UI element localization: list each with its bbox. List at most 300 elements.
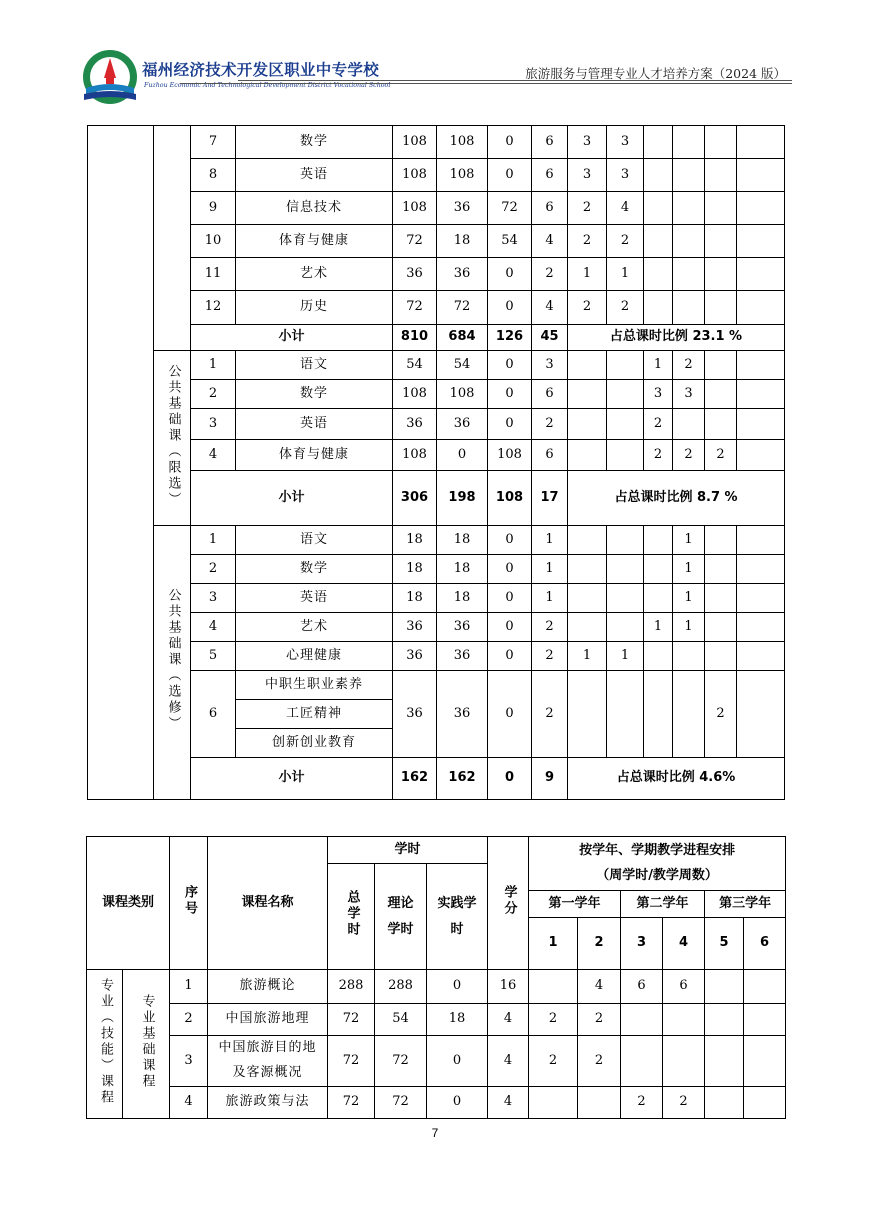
credit: 6 [532, 159, 568, 192]
semester-5-hours [705, 351, 737, 380]
semester-6-hours [737, 671, 785, 758]
semester-5-hours [705, 380, 737, 409]
total-hours: 288 [328, 970, 375, 1004]
course-no: 12 [191, 291, 236, 325]
credit: 1 [532, 555, 568, 584]
header-year2: 第二学年 [621, 891, 705, 918]
table-row [88, 225, 785, 258]
semester-5-hours: 2 [705, 671, 737, 758]
theory-hours: 72 [375, 1087, 427, 1119]
header-course-name: 课程名称 [208, 837, 328, 970]
credit: 4 [488, 1087, 529, 1119]
subtotal-theory: 684 [437, 325, 488, 351]
semester-5-hours [705, 409, 737, 440]
semester-2-hours [607, 380, 644, 409]
course-name: 英语 [236, 584, 393, 613]
semester-6-hours [744, 970, 786, 1004]
theory-hours: 18 [437, 555, 488, 584]
practice-hours: 0 [488, 291, 532, 325]
semester-2-header: 2 [578, 918, 621, 970]
practice-hours: 0 [488, 526, 532, 555]
course-name: 数学 [236, 555, 393, 584]
subtotal-row [88, 758, 785, 800]
semester-5-header: 5 [705, 918, 744, 970]
theory-hours: 108 [437, 126, 488, 159]
theory-hours: 18 [437, 584, 488, 613]
subtotal-ratio: 占总课时比例 23.1 % [568, 325, 785, 351]
subtotal-practice: 126 [488, 325, 532, 351]
table-row [87, 1004, 786, 1036]
total-hours: 36 [393, 258, 437, 291]
subtotal-theory: 162 [437, 758, 488, 800]
course-name: 艺术 [236, 613, 393, 642]
semester-1-hours: 2 [568, 192, 607, 225]
course-no: 3 [191, 409, 236, 440]
subtotal-ratio: 占总课时比例 4.6% [568, 758, 785, 800]
course-name: 英语 [236, 159, 393, 192]
total-hours: 18 [393, 526, 437, 555]
total-hours: 108 [393, 159, 437, 192]
theory-hours: 108 [437, 159, 488, 192]
practice-hours: 54 [488, 225, 532, 258]
subcategory-cell [154, 126, 191, 351]
semester-2-hours: 4 [607, 192, 644, 225]
header-credit: 学分 [501, 884, 517, 917]
semester-4-hours: 3 [673, 380, 705, 409]
semester-2-hours: 3 [607, 159, 644, 192]
practice-hours: 0 [427, 1087, 488, 1119]
table-row [88, 291, 785, 325]
semester-5-hours [705, 1036, 744, 1087]
total-hours: 108 [393, 380, 437, 409]
table-row [88, 159, 785, 192]
total-hours: 108 [393, 126, 437, 159]
semester-4-hours [663, 1004, 705, 1036]
practice-hours: 0 [488, 555, 532, 584]
semester-1-header: 1 [529, 918, 578, 970]
course-name: 艺术 [236, 258, 393, 291]
semester-1-hours [568, 380, 607, 409]
semester-3-hours: 1 [644, 613, 673, 642]
school-logo-icon [80, 48, 140, 106]
theory-hours: 36 [437, 613, 488, 642]
subtotal-total: 306 [393, 471, 437, 526]
semester-5-hours [705, 258, 737, 291]
semester-4-hours: 6 [663, 970, 705, 1004]
semester-4-hours: 1 [673, 584, 705, 613]
semester-6-hours [737, 380, 785, 409]
credit: 4 [488, 1036, 529, 1087]
theory-hours: 288 [375, 970, 427, 1004]
semester-1-hours [568, 613, 607, 642]
semester-2-hours [578, 1087, 621, 1119]
semester-2-hours [607, 440, 644, 471]
semester-3-hours: 2 [644, 409, 673, 440]
semester-6-hours [744, 1004, 786, 1036]
total-hours: 72 [328, 1087, 375, 1119]
subtotal-practice: 108 [488, 471, 532, 526]
total-hours: 36 [393, 642, 437, 671]
header-year1: 第一学年 [529, 891, 621, 918]
course-name: 语文 [236, 526, 393, 555]
subtotal-credit: 45 [532, 325, 568, 351]
course-name: 数学 [236, 380, 393, 409]
semester-5-hours [705, 1004, 744, 1036]
semester-1-hours [568, 440, 607, 471]
subtotal-label: 小计 [191, 325, 393, 351]
table-row [88, 258, 785, 291]
table-row [88, 526, 785, 555]
total-hours: 72 [393, 225, 437, 258]
semester-2-hours [607, 555, 644, 584]
semester-3-hours [644, 126, 673, 159]
total-hours: 72 [328, 1004, 375, 1036]
semester-6-header: 6 [744, 918, 786, 970]
credit: 2 [532, 671, 568, 758]
course-no: 8 [191, 159, 236, 192]
theory-hours: 36 [437, 409, 488, 440]
group-label-elective-optional: 公共基础课（选修） [165, 588, 181, 733]
semester-5-hours [705, 192, 737, 225]
group-label-elective-limited: 公共基础课（限选） [165, 363, 181, 508]
table-row [88, 613, 785, 642]
subtotal-credit: 9 [532, 758, 568, 800]
semester-6-hours [737, 409, 785, 440]
subtotal-label: 小计 [191, 471, 393, 526]
semester-4-hours [673, 258, 705, 291]
semester-1-hours: 3 [568, 159, 607, 192]
course-name: 中职生职业素养 [236, 671, 393, 700]
subtotal-row [88, 471, 785, 526]
practice-hours: 0 [488, 351, 532, 380]
semester-3-hours [644, 671, 673, 758]
course-no: 3 [191, 584, 236, 613]
course-no: 6 [191, 671, 236, 758]
table-row [88, 380, 785, 409]
semester-3-hours [644, 258, 673, 291]
semester-6-hours [737, 159, 785, 192]
course-name: 体育与健康 [236, 225, 393, 258]
semester-1-hours: 1 [568, 642, 607, 671]
theory-hours: 18 [437, 526, 488, 555]
course-no: 5 [191, 642, 236, 671]
practice-hours: 108 [488, 440, 532, 471]
course-name: 中国旅游地理 [208, 1004, 328, 1036]
theory-hours: 54 [375, 1004, 427, 1036]
course-name: 工匠精神 [236, 700, 393, 729]
course-name: 信息技术 [236, 192, 393, 225]
semester-2-hours [607, 671, 644, 758]
subtotal-theory: 198 [437, 471, 488, 526]
credit: 2 [532, 613, 568, 642]
semester-4-hours: 1 [673, 526, 705, 555]
semester-1-hours [568, 671, 607, 758]
semester-3-hours [621, 1036, 663, 1087]
practice-hours: 0 [488, 380, 532, 409]
category-cell [88, 126, 154, 800]
semester-3-hours [644, 291, 673, 325]
credit: 6 [532, 380, 568, 409]
semester-6-hours [737, 225, 785, 258]
semester-5-hours [705, 584, 737, 613]
semester-3-hours [644, 192, 673, 225]
total-hours: 108 [393, 440, 437, 471]
total-hours: 72 [393, 291, 437, 325]
category-professional-basic: 专业基础课程 [139, 993, 155, 1090]
table-row [88, 555, 785, 584]
theory-hours: 36 [437, 642, 488, 671]
table-row [87, 1036, 786, 1087]
semester-2-hours: 2 [578, 1036, 621, 1087]
semester-4-hours: 1 [673, 555, 705, 584]
total-hours: 54 [393, 351, 437, 380]
semester-4-hours [673, 409, 705, 440]
practice-hours: 0 [488, 126, 532, 159]
table-row [88, 192, 785, 225]
table-row [88, 126, 785, 159]
header-practice-hours: 实践学时 [427, 864, 488, 970]
page-number: 7 [431, 1126, 439, 1140]
theory-hours: 36 [437, 671, 488, 758]
table-row [88, 351, 785, 380]
course-table-professional [86, 836, 786, 1119]
semester-1-hours [568, 526, 607, 555]
semester-4-hours [673, 291, 705, 325]
semester-4-hours [673, 671, 705, 758]
course-no: 2 [191, 380, 236, 409]
subtotal-label: 小计 [191, 758, 393, 800]
semester-2-hours [607, 526, 644, 555]
semester-6-hours [737, 613, 785, 642]
course-no: 2 [170, 1004, 208, 1036]
semester-1-hours [529, 1087, 578, 1119]
course-no: 1 [191, 351, 236, 380]
semester-5-hours [705, 225, 737, 258]
course-no: 1 [170, 970, 208, 1004]
table-row [88, 584, 785, 613]
semester-3-hours: 3 [644, 380, 673, 409]
course-name: 中国旅游目的地及客源概况 [208, 1036, 328, 1087]
credit: 1 [532, 526, 568, 555]
practice-hours: 0 [488, 671, 532, 758]
semester-3-hours: 6 [621, 970, 663, 1004]
table-row [87, 970, 786, 1004]
practice-hours: 18 [427, 1004, 488, 1036]
semester-6-hours [737, 351, 785, 380]
semester-3-hours: 1 [644, 351, 673, 380]
practice-hours: 0 [488, 159, 532, 192]
school-name-en: Fuzhou Economic And Technological Development District Vocational School [144, 82, 391, 89]
course-no: 4 [191, 613, 236, 642]
total-hours: 36 [393, 409, 437, 440]
semester-1-hours [568, 555, 607, 584]
subtotal-row [88, 325, 785, 351]
course-no: 10 [191, 225, 236, 258]
course-no: 11 [191, 258, 236, 291]
practice-hours: 0 [488, 409, 532, 440]
semester-6-hours [737, 642, 785, 671]
semester-2-hours: 1 [607, 642, 644, 671]
subtotal-credit: 17 [532, 471, 568, 526]
semester-4-hours: 2 [673, 351, 705, 380]
total-hours: 72 [328, 1036, 375, 1087]
table-row [88, 409, 785, 440]
total-hours: 36 [393, 613, 437, 642]
semester-4-hours [673, 642, 705, 671]
header-category: 课程类别 [87, 837, 170, 970]
semester-6-hours [737, 126, 785, 159]
semester-2-hours [607, 584, 644, 613]
credit: 2 [532, 642, 568, 671]
semester-5-hours [705, 291, 737, 325]
table-row [88, 440, 785, 471]
semester-6-hours [737, 258, 785, 291]
table-row [87, 1087, 786, 1119]
practice-hours: 72 [488, 192, 532, 225]
credit: 4 [532, 291, 568, 325]
subtotal-practice: 0 [488, 758, 532, 800]
header-no: 序号 [181, 884, 197, 917]
semester-1-hours: 3 [568, 126, 607, 159]
semester-1-hours: 2 [529, 1036, 578, 1087]
course-name: 语文 [236, 351, 393, 380]
semester-5-hours [705, 555, 737, 584]
semester-4-hours [673, 159, 705, 192]
semester-1-hours [529, 970, 578, 1004]
semester-3-hours [644, 159, 673, 192]
semester-5-hours [705, 970, 744, 1004]
semester-3-hours [644, 642, 673, 671]
course-no: 7 [191, 126, 236, 159]
practice-hours: 0 [488, 584, 532, 613]
credit: 6 [532, 126, 568, 159]
subtotal-total: 810 [393, 325, 437, 351]
semester-3-header: 3 [621, 918, 663, 970]
table-row [88, 642, 785, 671]
total-hours: 36 [393, 671, 437, 758]
course-name: 英语 [236, 409, 393, 440]
semester-6-hours [737, 291, 785, 325]
course-name: 历史 [236, 291, 393, 325]
course-name: 心理健康 [236, 642, 393, 671]
semester-2-hours [607, 351, 644, 380]
credit: 2 [532, 258, 568, 291]
semester-5-hours [705, 642, 737, 671]
header-schedule-subtitle: （周学时/教学周数） [596, 867, 718, 883]
semester-1-hours: 1 [568, 258, 607, 291]
practice-hours: 0 [488, 258, 532, 291]
header-schedule [529, 837, 786, 891]
semester-6-hours [737, 555, 785, 584]
semester-4-hours [673, 192, 705, 225]
table-row [88, 671, 785, 700]
semester-4-hours: 2 [663, 1087, 705, 1119]
header-rule [180, 83, 792, 84]
page-header [80, 46, 792, 108]
semester-3-hours: 2 [644, 440, 673, 471]
semester-1-hours: 2 [529, 1004, 578, 1036]
semester-4-hours [663, 1036, 705, 1087]
semester-3-hours [644, 555, 673, 584]
header-hours: 学时 [328, 837, 488, 864]
semester-3-hours [644, 584, 673, 613]
credit: 4 [488, 1004, 529, 1036]
semester-1-hours [568, 409, 607, 440]
course-name: 旅游概论 [208, 970, 328, 1004]
theory-hours: 72 [375, 1036, 427, 1087]
category-professional-skill: 专业（技能）课程 [97, 977, 113, 1106]
semester-3-hours [644, 225, 673, 258]
theory-hours: 108 [437, 380, 488, 409]
semester-6-hours [737, 584, 785, 613]
credit: 1 [532, 584, 568, 613]
semester-2-hours [607, 613, 644, 642]
header-schedule-title: 按学年、学期教学进程安排 [579, 842, 736, 858]
course-name: 创新创业教育 [236, 729, 393, 758]
school-name-cn: 福州经济技术开发区职业中专学校 [142, 61, 380, 79]
semester-5-hours [705, 613, 737, 642]
semester-2-hours: 2 [607, 291, 644, 325]
semester-6-hours [744, 1087, 786, 1119]
semester-5-hours [705, 126, 737, 159]
course-no: 2 [191, 555, 236, 584]
subtotal-ratio: 占总课时比例 8.7 % [568, 471, 785, 526]
course-no: 4 [191, 440, 236, 471]
semester-4-hours [673, 126, 705, 159]
semester-3-hours [621, 1004, 663, 1036]
semester-5-hours [705, 526, 737, 555]
course-name: 旅游政策与法 [208, 1087, 328, 1119]
theory-hours: 72 [437, 291, 488, 325]
credit: 6 [532, 192, 568, 225]
total-hours: 108 [393, 192, 437, 225]
semester-4-hours: 1 [673, 613, 705, 642]
semester-3-hours: 2 [621, 1087, 663, 1119]
semester-3-hours [644, 526, 673, 555]
semester-6-hours [737, 526, 785, 555]
semester-2-hours [607, 409, 644, 440]
semester-6-hours [737, 440, 785, 471]
theory-hours: 36 [437, 258, 488, 291]
course-no: 1 [191, 526, 236, 555]
semester-5-hours [705, 159, 737, 192]
course-name: 数学 [236, 126, 393, 159]
semester-2-hours: 2 [578, 1004, 621, 1036]
course-no: 4 [170, 1087, 208, 1119]
semester-5-hours [705, 1087, 744, 1119]
credit: 16 [488, 970, 529, 1004]
practice-hours: 0 [488, 613, 532, 642]
semester-5-hours: 2 [705, 440, 737, 471]
semester-1-hours: 2 [568, 225, 607, 258]
practice-hours: 0 [488, 642, 532, 671]
semester-2-hours: 1 [607, 258, 644, 291]
credit: 3 [532, 351, 568, 380]
semester-1-hours [568, 351, 607, 380]
header-rule [238, 80, 792, 81]
header-theory-hours: 理论学时 [375, 864, 427, 970]
header-total-hours: 总学时 [344, 890, 360, 939]
total-hours: 18 [393, 555, 437, 584]
total-hours: 18 [393, 584, 437, 613]
course-table-public-basic [87, 125, 785, 800]
practice-hours: 0 [427, 970, 488, 1004]
semester-4-hours: 2 [673, 440, 705, 471]
semester-2-hours: 4 [578, 970, 621, 1004]
credit: 6 [532, 440, 568, 471]
theory-hours: 36 [437, 192, 488, 225]
theory-hours: 18 [437, 225, 488, 258]
